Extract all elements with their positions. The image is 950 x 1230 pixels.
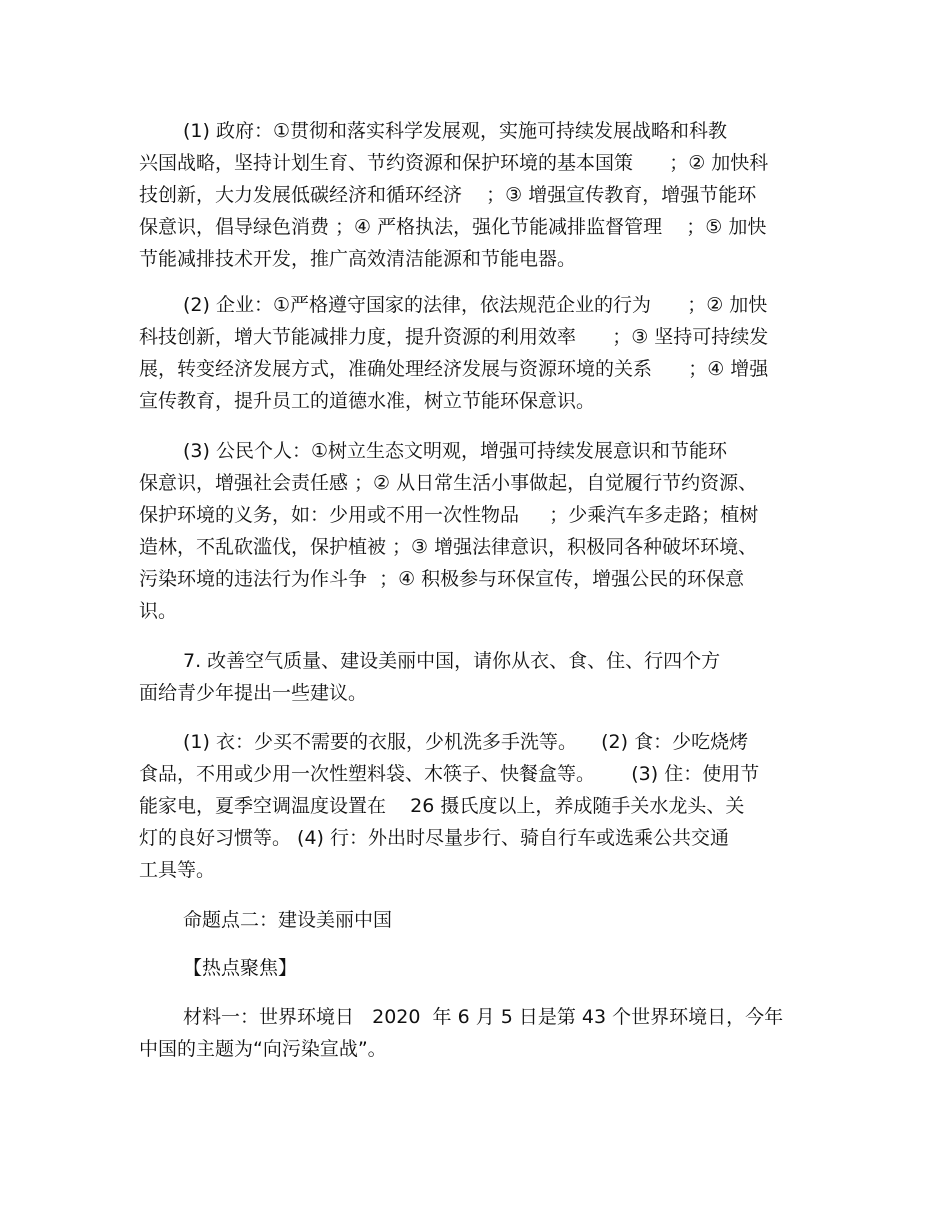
paragraph-answer7 [139, 726, 829, 886]
text-line: 面给青少年提出一些建议。 [139, 682, 368, 704]
text-line: 工具等。 [139, 859, 216, 881]
text-line: 宣传教育，提升员工的道德水准，树立节能环保意识。 [139, 390, 596, 412]
paragraph-question7 [139, 645, 829, 709]
text-line: 识。 [139, 600, 178, 622]
paragraph-topic2 [139, 904, 829, 936]
text-line: 中国的主题为“向污染宣战”。 [139, 1038, 387, 1060]
paragraph-hotspot-heading [139, 952, 829, 984]
text-line: 造林，不乱砍滥伐，保护植被 ；③ 增强法律意识，积极同各种破坏环境、 [139, 536, 758, 558]
text-line: 节能减排技术开发，推广高效清洁能源和节能电器。 [139, 248, 577, 270]
paragraph-enterprise [139, 289, 829, 417]
text-line: 技创新，大力发展低碳经济和循环经济 ；③ 增强宣传教育，增强节能环 [139, 184, 757, 206]
text-line: 保意识，增强社会责任感 ；② 从日常生活小事做起，自觉履行节约资源、 [139, 472, 758, 494]
text-line: 科技创新，增大节能减排力度，提升资源的利用效率 ；③ 坚持可持续发 [139, 326, 769, 348]
text-line: 保护环境的义务，如：少用或不用一次性物品 ；少乘汽车多走路；植树 [139, 504, 759, 526]
text-line: 命题点二：建设美丽中国 [183, 909, 393, 931]
text-line: 展，转变经济发展方式，准确处理经济发展与资源环境的关系 ；④ 增强 [139, 358, 769, 380]
text-line: (3) 公民个人：①树立生态文明观，增强可持续发展意识和节能环 [183, 440, 727, 462]
paragraph-citizen [139, 435, 829, 627]
text-line: (1) 衣：少买不需要的衣服，少机洗多手洗等。 (2) 食：少吃烧烤 [183, 731, 749, 753]
paragraph-government [139, 115, 829, 275]
text-line: (2) 企业：①严格遵守国家的法律，依法规范企业的行为 ；② 加快 [183, 294, 768, 316]
text-line: 【热点聚焦】 [183, 957, 298, 979]
paragraph-material1 [139, 1001, 829, 1065]
text-line: 材料一：世界环境日 2020 年 6 月 5 日是第 43 个世界环境日，今年 [183, 1006, 784, 1028]
text-line: 兴国战略，坚持计划生育、节约资源和保护环境的基本国策 ；② 加快科 [139, 152, 769, 174]
text-line: 7. 改善空气质量、建设美丽中国，请你从衣、食、住、行四个方 [183, 650, 721, 672]
text-line: 食品，不用或少用一次性塑料袋、木筷子、快餐盒等。 (3) 住：使用节 [139, 763, 760, 785]
text-line: 保意识，倡导绿色消费 ；④ 严格执法，强化节能减排监督管理 ；⑤ 加快 [139, 216, 767, 238]
text-line: (1) 政府：①贯彻和落实科学发展观，实施可持续发展战略和科教 [183, 120, 727, 142]
text-line: 污染环境的违法行为作斗争 ；④ 积极参与环保宣传，增强公民的环保意 [139, 568, 745, 590]
text-line: 灯的良好习惯等。 (4) 行：外出时尽量步行、骑自行车或选乘公共交通 [139, 827, 729, 849]
text-line: 能家电，夏季空调温度设置在 26 摄氏度以上，养成随手关水龙头、关 [139, 795, 745, 817]
